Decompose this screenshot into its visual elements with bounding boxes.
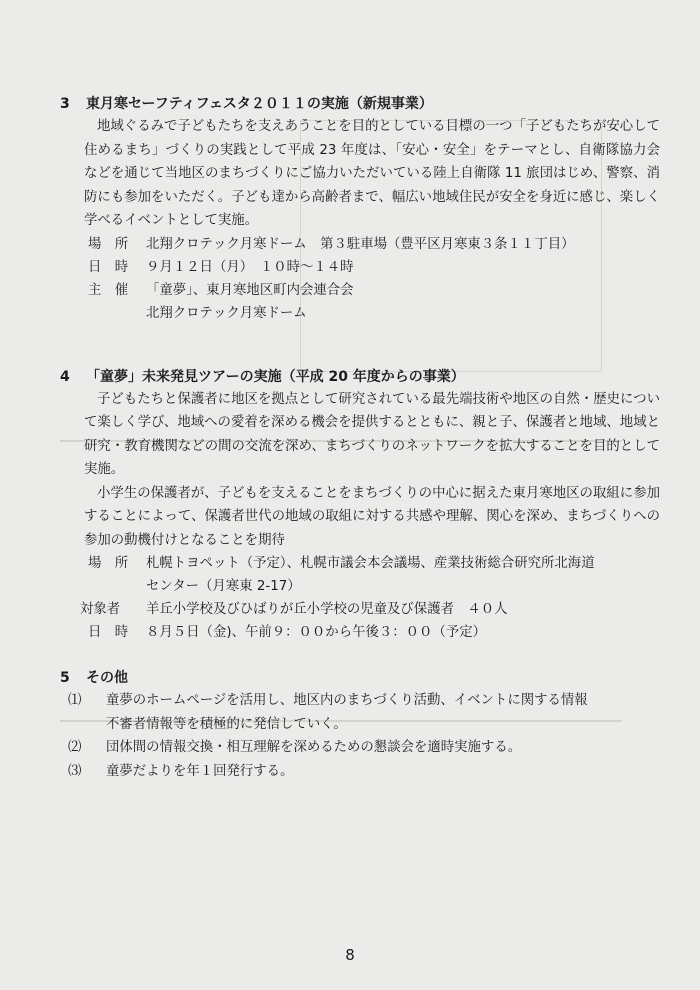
section-4-body-2: 小学生の保護者が、子どもを支えることをまちづくりの中心に据えた東月寒地区の取組に参加することによって、保護者世代の地域の取組に対する共感や理解、関心を深め、まちづくりへの参加の動機付けとなることを期待 bbox=[84, 485, 660, 548]
section-3-place: 場 所 北翔クロテック月寒ドーム 第３駐車場（豊平区月寒東３条１１丁目） bbox=[88, 236, 575, 252]
section-3-heading bbox=[60, 94, 660, 115]
section-number: 3 bbox=[60, 96, 70, 112]
section-3-date: 日 時 ９月１２日（月） １０時～１４時 bbox=[88, 259, 354, 275]
section-3-host: 主 催 「童夢」、東月寒地区町内会連合会 bbox=[88, 282, 354, 298]
section-number: 4 bbox=[60, 368, 70, 385]
list-item: ⑵ 団体間の情報交換・相互理解を深めるための懇談会を適時実施する。 bbox=[68, 740, 522, 755]
section-4-place: 場 所 札幌トヨペット（予定）、札幌市議会本会議場、産業技術総合研究所北海道 bbox=[88, 556, 595, 571]
section-5-heading bbox=[60, 668, 660, 689]
section-4-body-1: 子どもたちと保護者に地区を拠点として研究されている最先端技術や地区の自然・歴史について楽しく学び、地域への愛着を深める機会を提供するとともに、親と子、保護者と地域、地域と研究・教育機関などの間の交流を深め、まちづくりのネットワークを拡大することを目的として実施。 bbox=[84, 391, 660, 477]
section-4-target: 対象者 羊丘小学校及びひばりが丘小学校の児童及び保護者 ４０人 bbox=[80, 602, 508, 617]
list-item: ⑶ 童夢だよりを年１回発行する。 bbox=[68, 763, 294, 779]
main-content bbox=[60, 94, 660, 783]
list-item: 不審者情報等を積極的に発信していく。 bbox=[106, 716, 347, 732]
section-title: その他 bbox=[86, 670, 128, 686]
list-item: ⑴ 童夢のホームページを活用し、地区内のまちづくり活動、イベントに関する情報 bbox=[68, 693, 588, 708]
section-title: 「童夢」未来発見ツアーの実施（平成 20 年度からの事業） bbox=[86, 368, 465, 385]
page-number: 8 bbox=[345, 946, 355, 964]
section-4-heading bbox=[60, 367, 660, 388]
section-number: 5 bbox=[60, 670, 70, 686]
section-title: 東月寒セーフティフェスタ２０１１の実施（新規事業） bbox=[86, 96, 433, 112]
section-4-place-cont: センター（月寒東 2-17） bbox=[146, 579, 301, 594]
section-3-body: 地域ぐるみで子どもたちを支えあうことを目的としている目標の一つ「子どもたちが安心して住めるまち」づくりの実践として平成 23 年度は、「安心・安全」をテーマとし、自衛隊協力会などを通じて当地区のまちづくりにご協力いただいている陸上自衛隊 11 旅団はじめ、警察、消防にも参加をいただく。子ども達から高齢者まで、幅広い地域住民が安全を身近に感じ、楽しく学べるイベントとして実施。 bbox=[84, 119, 660, 228]
section-4-date: 日 時 ８月５日（金)、午前９：００から午後３：００（予定） bbox=[88, 625, 486, 640]
section-3-host-cont: 北翔クロテック月寒ドーム bbox=[146, 305, 307, 321]
